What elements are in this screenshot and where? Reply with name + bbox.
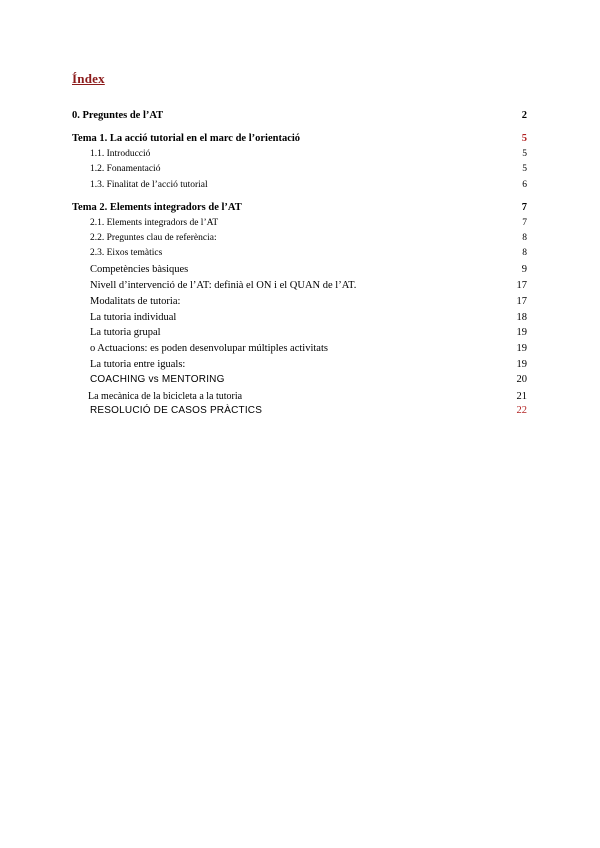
toc-entry-label: COACHING vs MENTORING	[90, 374, 225, 385]
toc-entry-label: La tutoria grupal	[90, 327, 161, 338]
toc-entry-page: 19	[516, 359, 527, 370]
toc-entry-tutoria-grupal[interactable]	[90, 327, 527, 341]
toc-entry-label: RESOLUCIÓ DE CASOS PRÀCTICS	[90, 405, 263, 416]
toc-entry-page: 5	[522, 164, 527, 174]
toc-entry-page: 18	[516, 312, 527, 323]
toc-entry-label: 1.2. Fonamentació	[90, 164, 161, 174]
toc-entry-page: 7	[521, 202, 527, 213]
toc-entry-label: 1.3. Finalitat de l’acció tutorial	[90, 180, 208, 190]
toc-entry-label: 1.1. Introducció	[90, 149, 151, 159]
toc-entry-page: 7	[522, 218, 527, 228]
toc-entry-label: 2.1. Elements integradors de l’AT	[90, 218, 219, 228]
toc-entry-page: 8	[522, 248, 527, 258]
toc-entry-label: La tutoria entre iguals:	[90, 359, 186, 370]
toc-entry-page: 8	[522, 233, 527, 243]
toc-entry-tema-2[interactable]	[72, 202, 527, 216]
toc-entry-label: 0. Preguntes de l’AT	[72, 110, 164, 121]
toc-entry-tutoria-individual[interactable]	[90, 312, 527, 326]
toc-entry-label: La mecànica de la bicicleta a la tutoria	[88, 391, 243, 402]
toc-entry-page: 21	[516, 391, 527, 402]
toc-entry-page: 20	[516, 374, 527, 385]
toc-entry-label: 2.3. Eixos temàtics	[90, 248, 163, 258]
toc-entry-label: Modalitats de tutoria:	[90, 296, 181, 307]
toc-entry-page: 5	[521, 133, 527, 144]
toc-entry-modalitats[interactable]	[90, 296, 527, 310]
toc-entry-bicicleta[interactable]	[88, 391, 527, 405]
toc-entry-actuacions[interactable]	[90, 343, 527, 357]
toc-entry-page: 22	[516, 405, 527, 416]
toc-entry-2-1[interactable]	[90, 218, 527, 232]
toc-entry-label: o Actuacions: es poden desenvolupar múltiples activitats	[90, 343, 328, 354]
toc-entry-coaching[interactable]	[90, 374, 527, 388]
toc-entry-label: La tutoria individual	[90, 312, 177, 323]
toc-entry-1-2[interactable]	[90, 164, 527, 178]
toc-entry-casos-practics[interactable]	[90, 405, 527, 419]
toc-entry-page: 2	[521, 110, 527, 121]
toc-entry-nivell[interactable]	[90, 280, 527, 294]
toc-entry-page: 17	[516, 296, 527, 307]
toc-entry-competencies[interactable]	[90, 264, 527, 278]
toc-entry-label: Nivell d’intervenció de l’AT: definià el ON i el QUAN de l’AT.	[90, 280, 357, 291]
toc-entry-label: Tema 2. Elements integradors de l’AT	[72, 202, 242, 213]
toc-entry-tema-1[interactable]	[72, 133, 527, 147]
toc-entry-label: Competències bàsiques	[90, 264, 189, 275]
toc-entry-label: Tema 1. La acció tutorial en el marc de l’orientació	[72, 133, 301, 144]
toc-entry-page: 9	[521, 264, 527, 275]
toc-entry-preguntes[interactable]	[72, 110, 527, 124]
toc-entry-page: 6	[522, 180, 527, 190]
toc-entry-page: 17	[516, 280, 527, 291]
toc-entry-page: 19	[516, 343, 527, 354]
toc-entry-page: 5	[522, 149, 527, 159]
toc-entry-label: 2.2. Preguntes clau de referència:	[90, 233, 217, 243]
index-title: Índex	[72, 71, 105, 86]
toc-entry-2-3[interactable]	[90, 248, 527, 262]
toc-entry-page: 19	[516, 327, 527, 338]
toc-entry-1-3[interactable]	[90, 180, 527, 194]
toc-entry-tutoria-iguals[interactable]	[90, 359, 527, 373]
toc-entry-1-1[interactable]	[90, 149, 527, 163]
toc-entry-2-2[interactable]	[90, 233, 527, 247]
